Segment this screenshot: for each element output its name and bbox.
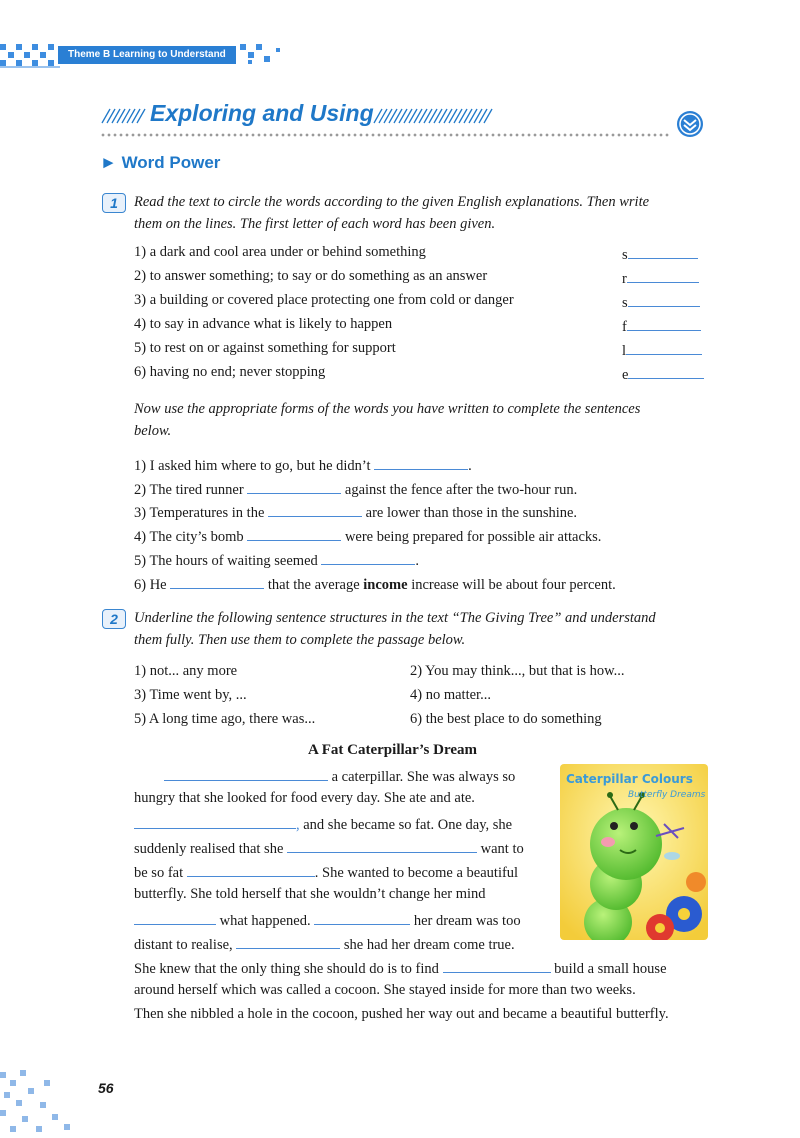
dotted-divider xyxy=(100,133,670,137)
structure-3: 3) Time went by, ... xyxy=(134,687,247,703)
passage-title: A Fat Caterpillar’s Dream xyxy=(308,742,477,758)
book-cover-image xyxy=(560,764,708,940)
sentence-2: 2) The tired runner against the fence after the two-hour run. xyxy=(134,479,577,499)
task-2-badge: 2 xyxy=(102,609,126,629)
page-number: 56 xyxy=(98,1080,114,1096)
passage-blank[interactable] xyxy=(164,766,328,781)
answer-blank-3[interactable]: s xyxy=(622,292,700,312)
structure-4: 4) no matter... xyxy=(410,687,491,703)
section-title: Exploring and Using xyxy=(150,100,374,126)
structure-5: 5) A long time ago, there was... xyxy=(134,711,316,727)
passage-blank[interactable] xyxy=(134,814,296,829)
play-arrow-icon: ► xyxy=(100,153,122,172)
task-2-instruction: Underline the following sentence structures in the text “The Giving Tree” and understand them fully. Then use them to complete the passage below. xyxy=(134,610,656,648)
sentence-blank[interactable] xyxy=(170,574,264,589)
passage-line-11: Then she nibbled a hole in the cocoon, pushed her way out and became a beautiful butterfly. xyxy=(134,1006,669,1022)
title-hatch-left xyxy=(100,106,148,124)
sentence-5: 5) The hours of waiting seemed . xyxy=(134,550,419,570)
passage-line-4: suddenly realised that she want to xyxy=(134,838,524,858)
title-hatch-right xyxy=(372,106,496,124)
definition-2: 2) to answer something; to say or do something as an answer xyxy=(134,268,488,284)
chevron-down-icon[interactable] xyxy=(676,110,704,138)
passage-line-2: hungry that she looked for food every day. She ate and ate. xyxy=(134,790,475,806)
passage-blank[interactable] xyxy=(314,910,410,925)
definition-1: 1) a dark and cool area under or behind something xyxy=(134,244,426,260)
theme-tag: Theme B Learning to Understand xyxy=(58,46,236,64)
sentence-6: 6) He that the average income increase will be about four percent. xyxy=(134,574,616,594)
passage-line-7: what happened. her dream was too xyxy=(134,910,521,930)
footer-pixel-pattern xyxy=(0,1066,90,1138)
passage-line-8: distant to realise, she had her dream come true. xyxy=(134,934,515,954)
passage-line-6: butterfly. She told herself that she wouldn’t change her mind xyxy=(134,886,486,902)
passage-blank[interactable] xyxy=(134,910,216,925)
sentence-blank[interactable] xyxy=(247,526,341,541)
passage-blank[interactable] xyxy=(443,958,551,973)
answer-blank-4[interactable]: f xyxy=(622,316,701,336)
sentence-blank[interactable] xyxy=(374,455,468,470)
passage-blank[interactable] xyxy=(287,838,477,853)
passage-line-9: She knew that the only thing she should do is to find build a small house xyxy=(134,958,667,978)
passage-line-5: be so fat . She wanted to become a beautiful xyxy=(134,862,518,882)
structure-2: 2) You may think..., but that is how... xyxy=(410,663,625,679)
task-1-badge: 1 xyxy=(102,193,126,213)
definition-4: 4) to say in advance what is likely to happen xyxy=(134,316,393,332)
sentence-3: 3) Temperatures in the are lower than those in the sunshine. xyxy=(134,502,577,522)
passage-line-3: , and she became so fat. One day, she xyxy=(134,814,512,834)
answer-blank-1[interactable]: s xyxy=(622,244,698,264)
task-1-instruction: Read the text to circle the words according to the given English explanations. Then write them on the lines. The first letter of each word has been given. xyxy=(134,194,650,232)
answer-blank-6[interactable]: e xyxy=(622,364,704,384)
definition-5: 5) to rest on or against something for support xyxy=(134,340,396,356)
sentence-blank[interactable] xyxy=(321,550,415,565)
passage-line-10: around herself which was called a cocoon. She stayed inside for more than two weeks. xyxy=(134,982,636,998)
book-cover-title: Caterpillar Colours xyxy=(566,772,693,786)
sentence-1: 1) I asked him where to go, but he didn’t . xyxy=(134,455,472,475)
definition-3: 3) a building or covered place protecting one from cold or danger xyxy=(134,292,514,308)
book-cover-subtitle: Butterfly Dreams xyxy=(628,790,706,800)
answer-blank-2[interactable]: r xyxy=(622,268,699,288)
task-1-instruction-b: Now use the appropriate forms of the words you have written to complete the sentences below. xyxy=(134,401,641,439)
passage-blank[interactable] xyxy=(187,862,315,877)
passage-blank[interactable] xyxy=(236,934,340,949)
word-power-heading: ► Word Power xyxy=(100,153,221,172)
answer-blank-5[interactable]: l xyxy=(622,340,702,360)
sentence-blank[interactable] xyxy=(247,479,341,494)
structure-1: 1) not... any more xyxy=(134,663,238,679)
sentence-4: 4) The city’s bomb were being prepared for possible air attacks. xyxy=(134,526,601,546)
passage-line-1: a caterpillar. She was always so xyxy=(164,766,515,786)
structure-6: 6) the best place to do something xyxy=(410,711,602,727)
definition-6: 6) having no end; never stopping xyxy=(134,364,326,380)
sentence-blank[interactable] xyxy=(268,502,362,517)
